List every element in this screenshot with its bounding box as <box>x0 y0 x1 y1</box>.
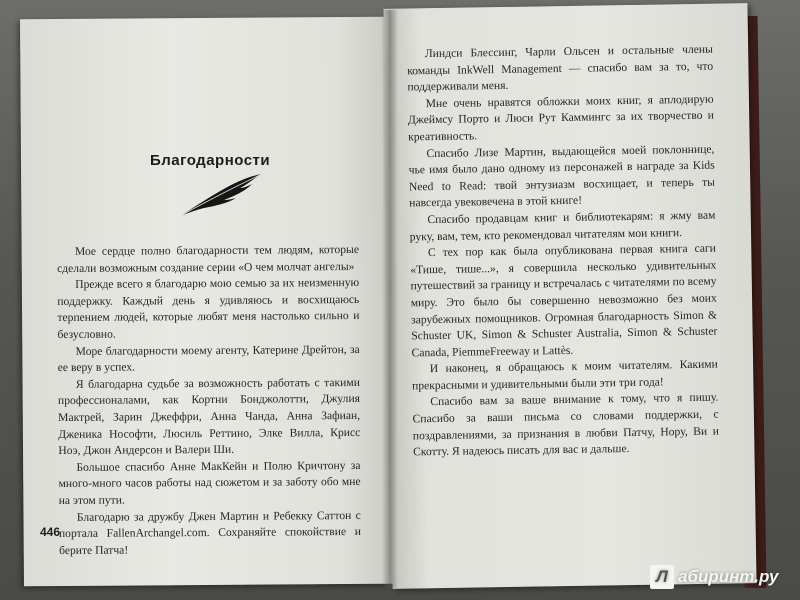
left-paragraph: Мое сердце полно благодарности тем людям, которые сделали возможным создание серии «О чем молчат ангелы» <box>57 242 359 275</box>
right-paragraph: Спасибо продавцам книг и библиотекарям: я жму вам руку, вам, тем, кто рекомендовал читателям мои книги. <box>409 208 716 243</box>
left-paragraph: Большое спасибо Анне МакКейн и Полю Кричтону за много-много часов работы над сюжетом и за заботу обо мне на этом пути. <box>58 458 361 507</box>
page-heading: Благодарности <box>150 152 271 169</box>
book-gutter <box>382 10 398 588</box>
right-paragraph: Спасибо Лизе Мартин, выдающейся моей поклоннице, чье имя было дано одному из персонажей в награде за Kids Need to Read: твой энтузиазм восхищает, и теперь ты навсегда увековечена в этой книге! <box>408 142 716 210</box>
watermark-badge: Л <box>650 565 674 589</box>
left-paragraph: Благодарю за дружбу Джен Мартин и Ребекку Саттон с портала FallenArchangel.com. Сохраняйте спокойствие и берите Патча! <box>58 508 361 557</box>
left-paragraph: Прежде всего я благодарю мою семью за их неизменную поддержку. Каждый день я удивляюсь и восхищаюсь терпением людей, которые любят меня настолько сильно и безусловно. <box>57 276 360 342</box>
right-paragraph: И наконец, я обращаюсь к моим читателям. Какими прекрасными и удивительными были эти три года! <box>411 357 718 393</box>
feather-icon <box>178 172 264 218</box>
left-paragraph: Я благодарна судьбе за возможность работать с такими профессионалами, как Кортни Бонджолотти, Джулия Мактрей, Зарин Джеффри, Анна Чанда, Анна Зафиан, Дженика Нософти, Люсиль Реттино, Элке Вилла, Крисс Ноэ, Джон Андерсон и Валери Ши. <box>57 375 361 458</box>
watermark-text: абиринт.ру <box>678 567 779 586</box>
right-paragraph: Линдси Блессинг, Чарли Ольсен и остальные члены команды InkWell Management — спасибо вам за то, что поддерживали меня. <box>407 42 714 94</box>
right-paragraph: С тех пор как была опубликована первая книга саги «Тише, тише...», я совершила несколько удивительных путешествий за границу и встречалась с читателями по всему миру. Это было бы совершенно невозможно без моих зарубежных помощников. Огромная благодарность Simon & Schuster UK, Simon & Schuster Australia, Simon & Schuster Canada, PiemmeFreeway и Lattès. <box>410 241 718 360</box>
watermark <box>650 563 778 591</box>
page-number: 446 <box>40 525 61 539</box>
left-page-text <box>57 242 361 559</box>
right-paragraph: Мне очень нравятся обложки моих книг, я аплодирую Джеймсу Порто и Люси Рут Каммингс за их творчество и креативность. <box>407 92 714 144</box>
right-paragraph: Спасибо вам за ваше внимание к тому, что я пишу. Спасибо за ваши письма со словами поддержки, с поздравлениями, за признания в любви Патчу, Нору, Ви и Скотту. Я надеюсь писать для вас и дальше. <box>412 391 719 459</box>
left-paragraph: Море благодарности моему агенту, Катерине Дрейтон, за ее веру в успех. <box>57 342 360 375</box>
right-page-text <box>407 42 719 462</box>
